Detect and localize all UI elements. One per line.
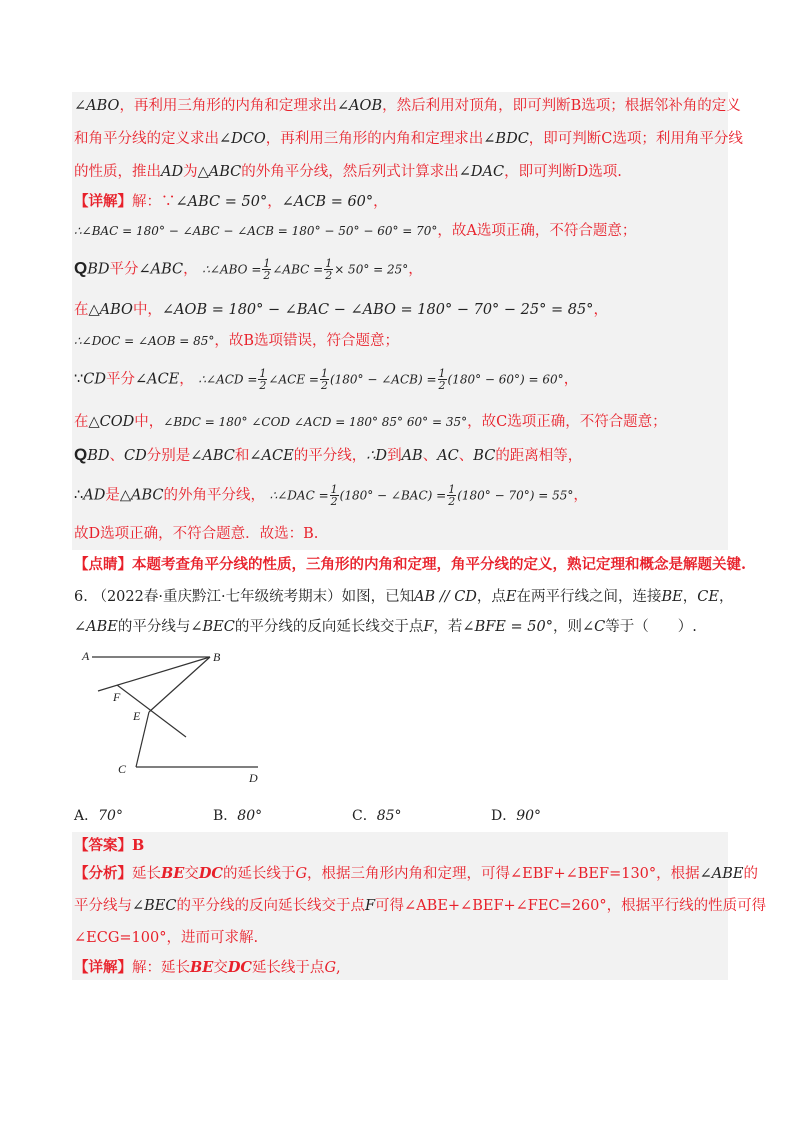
math: ∴∠ABO =: [202, 262, 262, 277]
math: △ABC: [197, 164, 242, 180]
text: ，: [179, 371, 194, 388]
math: G: [324, 960, 337, 976]
math: (180° − ∠BAC) =: [339, 488, 447, 503]
math: ∠ACE: [134, 371, 180, 388]
text: 故D选项正确，不符合题意．故选：B.: [74, 526, 319, 542]
answer-value: B: [132, 837, 145, 854]
math: ∠BDC = 180° ∠COD ∠ACD = 180° 85° 60° = 35°: [163, 415, 468, 429]
math: (180° − ∠ACB) =: [329, 372, 437, 387]
text: ，故B选项错误，符合题意；: [214, 333, 399, 349]
math: △ABO: [88, 302, 133, 318]
option-letter: C．: [352, 808, 377, 824]
question-number: 6.: [74, 589, 88, 605]
text: 本题考查角平分线的性质，三角形的内角和定理，角平分线的定义，熟记定理和概念是解题关键.: [132, 556, 747, 573]
option-a: [74, 805, 123, 825]
math: F: [364, 898, 376, 914]
text: ，: [267, 194, 282, 210]
math: CD: [124, 448, 147, 464]
text: 的平分线与: [117, 619, 191, 635]
answer-line: [74, 836, 144, 856]
text: 的外角平分线，: [163, 487, 265, 504]
text: ，: [593, 302, 608, 318]
math: ∠C: [581, 619, 606, 635]
math: ∴∠DAC =: [269, 488, 329, 503]
denominator: 2: [263, 269, 271, 282]
text: 交: [213, 960, 228, 976]
text: 的性质，推出: [74, 164, 161, 180]
text: 解：延长: [132, 960, 190, 976]
text: 如图，已知: [341, 589, 415, 605]
text: 中，: [134, 414, 164, 430]
text: ，故C选项正确，不符合题意；: [467, 414, 667, 430]
numerator: 1: [325, 257, 333, 270]
point-label-d: D: [249, 771, 258, 785]
text: ，故A选项正确，不符合题意；: [437, 223, 637, 239]
text: ，: [718, 589, 734, 605]
text: ，: [373, 194, 388, 210]
text: ，然后利用对顶角，即可判断B选项；根据邻补角的定义: [382, 98, 741, 114]
numerator: 1: [448, 483, 456, 496]
text: 的平分线的反向延长线交于点: [234, 619, 424, 635]
option-value: 80°: [237, 808, 263, 824]
math: ∠ACE: [249, 448, 294, 464]
point-label-a: A: [82, 649, 90, 663]
math: BE: [661, 589, 683, 605]
option-letter: B．: [213, 808, 238, 824]
math: ∠AOB: [336, 98, 383, 114]
math: ∠ABC =: [272, 262, 324, 277]
text: 的平分线的反向延长线交于点: [176, 898, 365, 914]
math: (180° − 60°) = 60°: [447, 372, 564, 387]
detail-tag: 【详解】: [74, 959, 132, 976]
text: 是: [105, 487, 120, 504]
denominator: 2: [325, 269, 333, 282]
text: ，: [408, 261, 423, 278]
math: BE: [161, 865, 185, 882]
math: ∠ABC: [138, 261, 184, 278]
math: ∠ABE: [699, 866, 744, 882]
question-source: （2022春·重庆黔江·七年级统考期末）: [92, 589, 342, 605]
text: 和角平分线的定义求出: [74, 131, 219, 147]
math: AD: [83, 487, 106, 504]
denominator: 2: [448, 495, 456, 508]
option-letter: D．: [491, 808, 517, 824]
math: △COD: [88, 414, 135, 430]
text: 在: [74, 302, 89, 318]
math: AB: [401, 448, 423, 464]
text: ，即可判断C选项；利用角平分线: [528, 131, 743, 147]
text: 的: [743, 866, 759, 882]
text: 在: [74, 414, 89, 430]
text: Q: [74, 445, 88, 464]
point-label-f: F: [113, 690, 121, 704]
line-be: [149, 657, 210, 712]
text: 可得∠ABE+∠BEF+∠FEC=260°，根据平行线的性质可得: [375, 898, 767, 914]
point-label-b: B: [213, 650, 221, 664]
text: 分别是: [146, 448, 191, 464]
option-value: 85°: [376, 808, 402, 824]
numerator: 1: [320, 367, 328, 380]
text: 的外角平分线，然后列式计算求出: [241, 164, 459, 180]
text: 交: [184, 866, 199, 882]
text: 、: [422, 448, 438, 464]
numerator: 1: [438, 367, 446, 380]
math: CE: [697, 589, 719, 605]
math: ∠DAC: [458, 164, 505, 180]
option-value: 90°: [516, 808, 542, 824]
math: ∠ABO: [74, 98, 120, 114]
text: 解：∵: [132, 194, 176, 210]
line-bf: [98, 657, 210, 691]
denominator: 2: [259, 379, 267, 392]
math: ∠ACB = 60°: [281, 194, 374, 210]
math: ∠BEC: [132, 898, 177, 914]
numerator: 1: [259, 367, 267, 380]
math: BE: [190, 959, 214, 976]
text: ，若: [433, 619, 463, 635]
text: ，: [183, 261, 198, 278]
denominator: 2: [330, 495, 338, 508]
text: 和: [234, 448, 250, 464]
option-b: [213, 805, 262, 825]
text: 为: [183, 164, 198, 180]
numerator: 1: [263, 257, 271, 270]
math: ∴∠DOC = ∠AOB = 85°: [74, 334, 215, 348]
text: 的延长线于: [222, 866, 296, 882]
math: ∠BFE = 50°: [462, 619, 553, 635]
text: ，点: [476, 589, 506, 605]
text: 的距离相等，: [495, 448, 583, 464]
math: ∠BEC: [190, 619, 235, 635]
option-d: [491, 805, 541, 825]
math: △ABC: [119, 487, 164, 504]
point-label-c: C: [118, 762, 127, 776]
math: DC: [198, 865, 223, 882]
text: 平分: [109, 261, 139, 278]
option-c: [352, 805, 402, 825]
math: AC: [437, 448, 459, 464]
answer-tag: 【答案】: [74, 837, 132, 854]
denominator: 2: [320, 379, 328, 392]
key-point-tag: 【点睛】: [74, 556, 132, 573]
text: ,: [336, 960, 341, 976]
math: F: [423, 619, 434, 635]
text: 平分线与: [74, 898, 132, 914]
text: 的平分线，: [293, 448, 367, 464]
text: ∵: [74, 371, 84, 388]
math: ∠BDC: [483, 131, 529, 147]
text: 到: [387, 448, 402, 464]
numerator: 1: [330, 483, 338, 496]
detail-tag: 【详解】: [74, 193, 132, 210]
math: E: [505, 589, 517, 605]
option-letter: A．: [74, 808, 99, 824]
text: ，则: [552, 619, 582, 635]
math: ∠AOB = 180° − ∠BAC − ∠ABO = 180° − 70° − 25° = 85°: [161, 302, 594, 318]
text: Q: [74, 258, 88, 278]
text: 、: [458, 448, 474, 464]
text: ，即可判断D选项.: [504, 164, 622, 180]
option-value: 70°: [98, 808, 123, 824]
analysis-line-1: [74, 864, 758, 884]
math: BC: [473, 448, 496, 464]
math: ∠ABE: [74, 619, 118, 635]
math: CD: [83, 371, 106, 388]
text: 、: [109, 448, 125, 464]
text: ∠ECG=100°，进而可求解.: [74, 930, 259, 946]
math: × 50° = 25°: [334, 262, 409, 277]
point-label-e: E: [133, 709, 141, 723]
math: AB // CD: [414, 589, 477, 605]
math: AD: [161, 164, 184, 180]
detail-line: [74, 958, 341, 978]
text: 等于（ ）.: [605, 619, 697, 635]
text: 在两平行线之间，连接: [516, 589, 662, 605]
analysis-line-2: [74, 896, 766, 916]
math: ∠ACE =: [268, 372, 319, 387]
text: ，根据三角形内角和定理，可得∠EBF+∠BEF=130°，根据: [307, 866, 700, 882]
text: ，: [682, 589, 698, 605]
math: ∴∠ACD =: [198, 372, 258, 387]
text: 延长: [132, 866, 161, 882]
text: 平分: [105, 371, 135, 388]
analysis-line-3: [74, 928, 258, 948]
text: ，: [563, 371, 579, 388]
text: ∴: [74, 487, 84, 504]
math: G: [295, 866, 308, 882]
text: 延长线于点: [251, 960, 325, 976]
math: ∠ABC: [190, 448, 235, 464]
line-fe-extended: [117, 685, 186, 737]
math: ∠ABC = 50°: [175, 194, 268, 210]
analysis-tag: 【分析】: [74, 865, 132, 882]
denominator: 2: [438, 379, 446, 392]
text: ，再利用三角形的内角和定理求出: [119, 98, 337, 114]
text: 中，: [132, 302, 162, 318]
math: DC: [227, 959, 252, 976]
math: ∴D: [366, 448, 388, 464]
math: ∠DCO: [219, 131, 266, 147]
math: BD: [87, 261, 110, 278]
math: BD: [87, 448, 110, 464]
text: ，再利用三角形的内角和定理求出: [265, 131, 484, 147]
math: (180° − 70°) = 55°: [457, 488, 574, 503]
math: ∴∠BAC = 180° − ∠ABC − ∠ACB = 180° − 50° − 60° = 70°: [74, 224, 438, 238]
text: ，: [573, 487, 588, 504]
